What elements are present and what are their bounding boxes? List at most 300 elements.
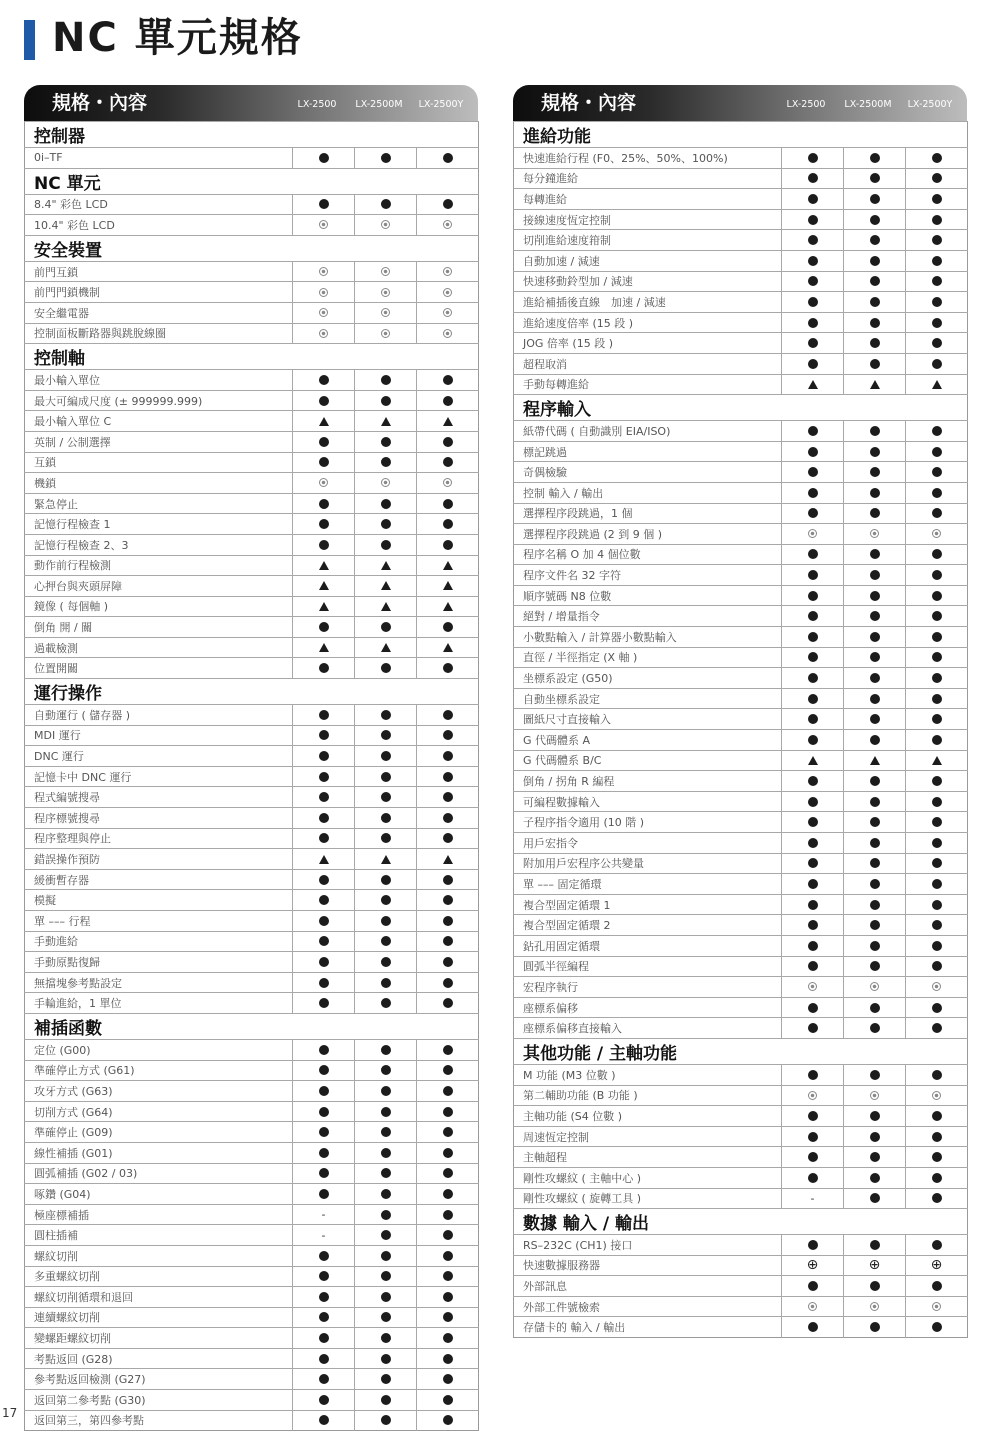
spec-row [25,282,479,303]
spec-value-cell [417,617,479,638]
spec-value-cell [782,250,844,271]
spec-value-cell [844,977,906,998]
spec-value-cell [782,585,844,606]
option-circle-icon [932,529,941,538]
spec-item-name: 剛性攻螺紋 ( 旋轉工具 ) [514,1188,782,1209]
spec-value-cell [355,1101,417,1122]
spec-value-cell [906,935,968,956]
spec-value-cell [355,514,417,535]
spec-value-cell [844,771,906,792]
standard-dot-icon [932,673,942,683]
spec-value-cell [293,493,355,514]
spec-value-cell [417,1225,479,1246]
standard-dot-icon [319,622,329,632]
spec-value-cell [782,833,844,854]
spec-item-name: 鉆孔用固定循環 [514,935,782,956]
standard-dot-icon [319,1168,329,1178]
section-title: 數據 輸入 / 輸出 [514,1209,968,1235]
standard-dot-icon [381,875,391,885]
spec-value-cell [417,452,479,473]
spec-value-cell [417,261,479,282]
spec-item-name: 複合型固定循環 1 [514,894,782,915]
standard-dot-icon [932,447,942,457]
triangle-icon [381,417,391,426]
spec-value-cell [906,668,968,689]
spec-row [514,688,968,709]
standard-dot-icon [381,895,391,905]
section-row [25,235,479,261]
spec-item-name: 0i–TF [25,148,293,169]
standard-dot-icon [319,1312,329,1322]
standard-dot-icon [870,256,880,266]
spec-value-cell [355,323,417,344]
standard-dot-icon [443,1127,453,1137]
standard-dot-icon [808,1240,818,1250]
triangle-icon [319,643,329,652]
spec-row [25,323,479,344]
option-circle-icon [443,308,452,317]
spec-row [514,750,968,771]
spec-value-cell [293,1245,355,1266]
section-title: 控制軸 [25,344,479,370]
spec-value-cell [417,493,479,514]
spec-item-name: RS–232C (CH1) 接口 [514,1235,782,1256]
standard-dot-icon [381,772,391,782]
spec-item-name: 單 ––– 固定循環 [514,874,782,895]
spec-value-cell [906,230,968,251]
spec-row [25,787,479,808]
spec-item-name: 可編程數據輸入 [514,791,782,812]
spec-value-cell [782,853,844,874]
spec-item-name: 英制 / 公制選擇 [25,431,293,452]
spec-value-cell [293,576,355,597]
spec-value-cell [417,194,479,215]
section-title: 其他功能 / 主軸功能 [514,1038,968,1064]
spec-value-cell [782,230,844,251]
spec-item-name: 座標系偏移直接輸入 [514,1018,782,1039]
spec-value-cell [782,333,844,354]
spec-value-cell [844,374,906,395]
spec-value-cell [417,576,479,597]
spec-item-name: 連續螺紋切削 [25,1307,293,1328]
spec-value-cell [293,725,355,746]
standard-dot-icon [319,895,329,905]
spec-value-cell [355,148,417,169]
standard-dot-icon [319,1189,329,1199]
model-label: LX-2500Y [907,99,953,110]
spec-value-cell [844,730,906,751]
spec-row [514,894,968,915]
spec-row [25,890,479,911]
spec-value-cell [417,514,479,535]
spec-row [514,250,968,271]
standard-dot-icon [870,1281,880,1291]
not-available-dash: - [321,1208,326,1222]
standard-dot-icon [443,396,453,406]
spec-item-name: 座標系偏移 [514,997,782,1018]
spec-value-cell [355,658,417,679]
standard-dot-icon [932,591,942,601]
section-title: NC 單元 [25,168,479,194]
standard-dot-icon [808,194,818,204]
spec-value-cell [417,869,479,890]
standard-dot-icon [443,375,453,385]
section-row [25,344,479,370]
spec-value-cell [293,411,355,432]
spec-value-cell [293,1348,355,1369]
standard-dot-icon [381,153,391,163]
spec-item-name: 標記跳過 [514,441,782,462]
standard-dot-icon [381,519,391,529]
spec-row [25,1245,479,1266]
standard-dot-icon [808,632,818,642]
spec-item-name: 控制面板斷路器與跳脫線圈 [25,323,293,344]
spec-value-cell [782,894,844,915]
standard-dot-icon [319,1065,329,1075]
spec-row [514,606,968,627]
spec-row [25,911,479,932]
spec-row [514,627,968,648]
spec-value-cell [782,688,844,709]
standard-dot-icon [808,1173,818,1183]
spec-row [25,1369,479,1390]
spec-value-cell [355,1142,417,1163]
spec-item-name: 參考點返回檢測 (G27) [25,1369,293,1390]
spec-item-name: MDI 運行 [25,725,293,746]
spec-row [514,312,968,333]
standard-dot-icon [381,1065,391,1075]
option-circle-icon [319,308,328,317]
standard-dot-icon [870,276,880,286]
spec-value-cell [844,894,906,915]
spec-value-cell [782,462,844,483]
spec-value-cell [293,370,355,391]
standard-dot-icon [319,1086,329,1096]
spec-value-cell [355,596,417,617]
spec-value-cell [906,709,968,730]
spec-item-name: 準確停止方式 (G61) [25,1060,293,1081]
standard-dot-icon [381,978,391,988]
spec-value-cell [782,771,844,792]
standard-dot-icon [381,1354,391,1364]
option-circle-icon [381,288,390,297]
section-row [25,1013,479,1039]
spec-row [25,931,479,952]
standard-dot-icon [932,1132,942,1142]
spec-value-cell [782,148,844,169]
spec-item-name: 奇偶檢驗 [514,462,782,483]
spec-value-cell [906,209,968,230]
option-circle-icon [319,220,328,229]
spec-value-cell [293,658,355,679]
not-available-dash: - [810,1191,815,1205]
spec-value-cell [844,1188,906,1209]
standard-dot-icon [443,153,453,163]
standard-dot-icon [381,1395,391,1405]
standard-dot-icon [381,1107,391,1117]
standard-dot-icon [870,900,880,910]
standard-dot-icon [932,570,942,580]
spec-row [25,617,479,638]
standard-dot-icon [932,276,942,286]
spec-value-cell [906,647,968,668]
spec-row [514,833,968,854]
spec-value-cell [293,746,355,767]
spec-value-cell [355,1122,417,1143]
standard-dot-icon [443,499,453,509]
spec-value-cell [417,1081,479,1102]
triangle-icon [319,855,329,864]
standard-dot-icon [932,1023,942,1033]
not-available-dash: - [321,1228,326,1242]
spec-row [25,555,479,576]
spec-table-right [513,121,968,1338]
spec-value-cell [906,312,968,333]
spec-row [25,390,479,411]
spec-value-cell [844,353,906,374]
spec-item-name: 最小輸入單位 C [25,411,293,432]
spec-value-cell [417,911,479,932]
spec-value-cell [782,1255,844,1276]
spec-value-cell [782,1296,844,1317]
standard-dot-icon [443,936,453,946]
spec-value-cell [782,189,844,210]
spec-value-cell [844,250,906,271]
spec-value-cell [782,353,844,374]
spec-value-cell [417,849,479,870]
spec-row [514,1085,968,1106]
spec-item-name: 前門互鎖 [25,261,293,282]
spec-item-name: 圖紙尺寸直接輸入 [514,709,782,730]
spec-value-cell [293,617,355,638]
spec-value-cell [782,791,844,812]
spec-value-cell [844,189,906,210]
standard-dot-icon [443,1271,453,1281]
spec-value-cell [906,1106,968,1127]
spec-item-name: 進給速度倍率 (15 段 ) [514,312,782,333]
section-row [25,679,479,705]
standard-dot-icon [932,1111,942,1121]
spec-value-cell [782,1018,844,1039]
standard-dot-icon [381,1312,391,1322]
spec-item-name: 用戶宏指令 [514,833,782,854]
spec-value-cell [906,1188,968,1209]
standard-dot-icon [381,1415,391,1425]
spec-value-cell [293,1225,355,1246]
spec-row [514,1276,968,1297]
spec-value-cell [782,544,844,565]
spec-value-cell [417,596,479,617]
spec-value-cell [417,993,479,1014]
spec-value-cell [293,555,355,576]
standard-dot-icon [319,1415,329,1425]
spec-row [514,997,968,1018]
spec-value-cell [782,812,844,833]
spec-item-name: 機鎖 [25,473,293,494]
spec-item-name: 宏程序執行 [514,977,782,998]
standard-dot-icon [319,199,329,209]
spec-row [25,1081,479,1102]
spec-value-cell [906,791,968,812]
standard-dot-icon [808,1132,818,1142]
spec-value-cell [293,431,355,452]
spec-row [25,411,479,432]
spec-row [25,302,479,323]
spec-value-cell [906,627,968,648]
standard-dot-icon [870,467,880,477]
standard-dot-icon [443,730,453,740]
standard-dot-icon [932,611,942,621]
standard-dot-icon [870,1111,880,1121]
spec-row [514,462,968,483]
standard-dot-icon [443,1292,453,1302]
standard-dot-icon [319,375,329,385]
standard-dot-icon [870,961,880,971]
spec-value-cell [293,993,355,1014]
spec-value-cell [906,997,968,1018]
standard-dot-icon [808,611,818,621]
spec-value-cell [355,1060,417,1081]
standard-dot-icon [319,978,329,988]
spec-item-name: 記憶行程檢查 1 [25,514,293,535]
spec-value-cell [293,890,355,911]
standard-dot-icon [932,1152,942,1162]
option-circle-icon [443,478,452,487]
spec-row [514,353,968,374]
spec-value-cell [782,647,844,668]
standard-dot-icon [932,714,942,724]
spec-value-cell [293,1039,355,1060]
spec-value-cell [844,1235,906,1256]
spec-item-name: 每轉進給 [514,189,782,210]
spec-value-cell [355,705,417,726]
spec-item-name: 紙帶代碼 ( 自動識別 EIA/ISO) [514,421,782,442]
standard-dot-icon [932,900,942,910]
standard-dot-icon [808,1003,818,1013]
standard-dot-icon [443,998,453,1008]
section-title: 程序輸入 [514,395,968,421]
spec-value-cell [417,411,479,432]
spec-value-cell [906,1235,968,1256]
spec-item-name: 圓弧補插 (G02 / 03) [25,1163,293,1184]
spec-value-cell [906,1147,968,1168]
standard-dot-icon [808,652,818,662]
spec-value-cell [355,766,417,787]
triangle-icon [381,855,391,864]
spec-row [514,503,968,524]
spec-value-cell [355,746,417,767]
standard-dot-icon [319,772,329,782]
spec-value-cell [417,390,479,411]
standard-dot-icon [808,673,818,683]
standard-dot-icon [932,632,942,642]
standard-dot-icon [932,215,942,225]
standard-dot-icon [443,1148,453,1158]
standard-dot-icon [381,1333,391,1343]
standard-dot-icon [381,622,391,632]
spec-value-cell [844,709,906,730]
circled-plus-icon: ⊕ [930,1256,943,1273]
spec-value-cell [293,323,355,344]
spec-item-name: 鏡像 ( 每個軸 ) [25,596,293,617]
standard-dot-icon [932,941,942,951]
spec-row [514,709,968,730]
standard-dot-icon [808,879,818,889]
option-circle-icon [932,982,941,991]
spec-item-name: 程序文件名 32 字符 [514,565,782,586]
spec-value-cell [417,1348,479,1369]
spec-table-left [24,121,479,1431]
spec-item-name: 自動坐標系設定 [514,688,782,709]
spec-row [514,1235,968,1256]
spec-value-cell [906,250,968,271]
standard-dot-icon [381,1189,391,1199]
spec-value-cell [417,1328,479,1349]
standard-dot-icon [443,792,453,802]
spec-row [514,977,968,998]
standard-dot-icon [808,359,818,369]
standard-dot-icon [870,879,880,889]
spec-item-name: 選擇程序段跳過 (2 到 9 個 ) [514,524,782,545]
spec-item-name: 剛性攻螺紋 ( 主軸中心 ) [514,1167,782,1188]
spec-value-cell [293,514,355,535]
spec-item-name: 周速恆定控制 [514,1126,782,1147]
spec-item-name: 考點返回 (G28) [25,1348,293,1369]
spec-value-cell [355,808,417,829]
spec-item-name: 控制 輸入 / 輸出 [514,482,782,503]
spec-value-cell [906,462,968,483]
standard-dot-icon [870,318,880,328]
spec-value-cell [844,565,906,586]
spec-value-cell [844,441,906,462]
standard-dot-icon [808,173,818,183]
spec-row [25,194,479,215]
triangle-icon [808,756,818,765]
spec-value-cell [355,1348,417,1369]
spec-value-cell [906,441,968,462]
spec-value-cell [844,915,906,936]
spec-value-cell [906,1255,968,1276]
spec-row [514,668,968,689]
panel-header-right [513,85,967,121]
spec-row [25,1390,479,1411]
spec-value-cell [844,853,906,874]
spec-row [25,1307,479,1328]
spec-value-cell [355,993,417,1014]
spec-item-name: 接線速度恆定控制 [514,209,782,230]
spec-value-cell [844,1147,906,1168]
spec-value-cell [844,1296,906,1317]
standard-dot-icon [870,447,880,457]
standard-dot-icon [319,957,329,967]
spec-value-cell [417,1142,479,1163]
spec-item-name: 最大可編成尺度 (± 999999.999) [25,390,293,411]
standard-dot-icon [932,1240,942,1250]
section-row [514,122,968,148]
standard-dot-icon [381,457,391,467]
triangle-icon [870,380,880,389]
spec-value-cell [417,534,479,555]
standard-dot-icon [319,916,329,926]
standard-dot-icon [443,1168,453,1178]
option-circle-icon [319,288,328,297]
option-circle-icon [870,529,879,538]
standard-dot-icon [808,488,818,498]
standard-dot-icon [932,508,942,518]
option-circle-icon [381,478,390,487]
spec-item-name: DNC 運行 [25,746,293,767]
standard-dot-icon [319,1333,329,1343]
